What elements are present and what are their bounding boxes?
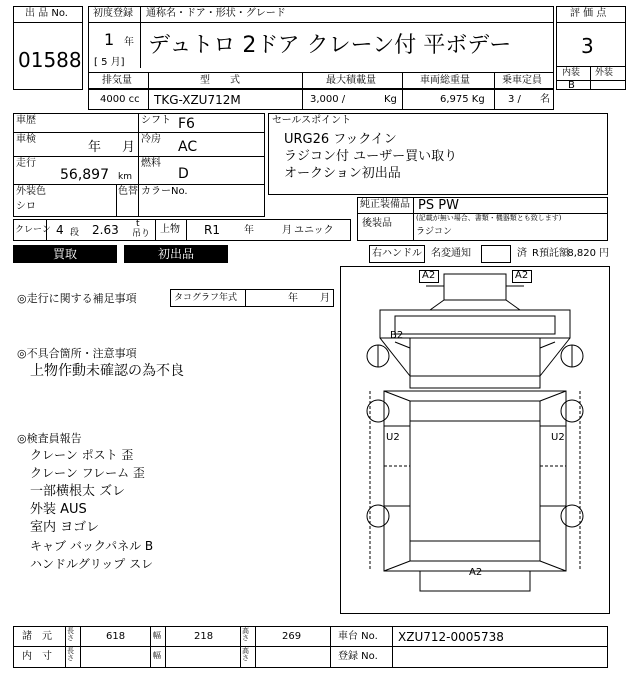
genuine-label: 純正装備品 bbox=[360, 199, 410, 210]
chassis-value: XZU712-0005738 bbox=[398, 630, 504, 644]
genuine-value: PS PW bbox=[418, 198, 459, 213]
upper-year-unit: 年 bbox=[244, 225, 254, 236]
tacho-year: 年 bbox=[288, 293, 298, 304]
u2-left-label: U2 bbox=[386, 432, 400, 443]
name-change-box bbox=[481, 245, 511, 263]
u2-right-label: U2 bbox=[551, 432, 565, 443]
tacho-label: タコグラフ年式 bbox=[174, 293, 238, 303]
dims-label: 諸 元 bbox=[22, 631, 52, 642]
interior-label: 内装 bbox=[562, 68, 581, 78]
reg-year-unit: 年 bbox=[124, 37, 134, 48]
aftermarket-note: (記載が無い場合、書類・機器類とも致します) bbox=[416, 214, 562, 222]
inspector-line: クレーン ポスト 歪 bbox=[30, 448, 134, 462]
inner-label: 内 寸 bbox=[22, 651, 52, 662]
fuel-label: 燃料 bbox=[141, 158, 161, 169]
length-value: 618 bbox=[106, 631, 126, 642]
inner-height-label: 高さ bbox=[242, 647, 249, 662]
crane-stage-unit: 段 bbox=[70, 228, 80, 238]
gross-weight-label: 車両総重量 bbox=[420, 75, 470, 86]
max-load-value: 3,000 / bbox=[310, 94, 346, 105]
exterior-label: 外装 bbox=[595, 68, 614, 78]
defect-line: 上物作動未確認の為不良 bbox=[30, 363, 184, 379]
height-label: 高さ bbox=[242, 627, 249, 642]
displacement-value: 4000 cc bbox=[100, 94, 140, 105]
crane-label: クレーン bbox=[15, 225, 51, 235]
exterior-color-value: シロ bbox=[16, 201, 36, 212]
color-change-label: 色替 bbox=[118, 186, 138, 197]
inspector-line: 一部横根太 ズレ bbox=[30, 484, 126, 499]
name-label: 通称名・ドア・形状・グレード bbox=[146, 8, 286, 19]
a2-top-right-label: A2 bbox=[515, 270, 529, 281]
upper-year: R1 bbox=[204, 223, 220, 237]
capacity-value: 3 / bbox=[508, 94, 521, 105]
inspection-label: 車検 bbox=[16, 134, 36, 145]
fuel-value: D bbox=[178, 166, 189, 182]
length-label: 長さ bbox=[67, 627, 74, 642]
model-code: TKG-XZU712M bbox=[154, 93, 241, 107]
rtax-amount: 8,820 bbox=[567, 248, 596, 259]
rtax-unit: 円 bbox=[599, 248, 609, 259]
inspector-title: ◎検査員報告 bbox=[17, 432, 82, 445]
lot-number: 01588 bbox=[18, 48, 82, 72]
first-listing-badge: 初出品 bbox=[124, 245, 228, 263]
truck-diagram bbox=[340, 266, 610, 614]
history-label: 車歴 bbox=[16, 115, 36, 126]
crane-hook-unit: 吊り bbox=[132, 229, 151, 239]
height-value: 269 bbox=[282, 631, 302, 642]
purchase-badge: 買取 bbox=[13, 245, 117, 263]
score-value: 3 bbox=[581, 34, 594, 58]
max-load-label: 最大積載量 bbox=[326, 75, 376, 86]
b2-label: B2 bbox=[390, 330, 404, 341]
width-value: 218 bbox=[194, 631, 214, 642]
inner-length-label: 長さ bbox=[67, 647, 74, 662]
inspector-line: キャブ バックパネル B bbox=[30, 539, 154, 553]
crane-tons: 2.63 bbox=[92, 223, 119, 237]
model-name: デュトロ 2ドア クレーン付 平ボデー bbox=[148, 33, 512, 58]
shift-label: シフト bbox=[141, 115, 171, 126]
inspector-line: 外装 AUS bbox=[30, 502, 87, 517]
defect-title: ◎不具合箇所・注意事項 bbox=[17, 347, 137, 360]
displacement-label: 排気量 bbox=[102, 75, 132, 86]
max-load-unit: Kg bbox=[384, 94, 397, 105]
sales-point-title: セールスポイント bbox=[272, 115, 352, 126]
chassis-label: 車台 No. bbox=[338, 631, 378, 642]
inspection-year: 年 bbox=[88, 140, 102, 155]
capacity-label: 乗車定員 bbox=[502, 75, 542, 86]
details-table bbox=[13, 113, 265, 217]
aircon-label: 冷房 bbox=[141, 134, 161, 145]
aftermarket-label: 後装品 bbox=[362, 218, 392, 229]
sales-point-line: URG26 フックイン bbox=[284, 132, 397, 147]
lot-label: 出 品 No. bbox=[25, 8, 68, 19]
upper-label: 上物 bbox=[160, 224, 180, 235]
rtax-label: R預託額 bbox=[532, 248, 569, 259]
steering-value: 右ハンドル bbox=[372, 248, 422, 259]
gross-weight-value: 6,975 Kg bbox=[440, 94, 485, 105]
driving-title: ◎走行に関する補足事項 bbox=[17, 292, 137, 305]
a2-bottom-label: A2 bbox=[469, 567, 483, 578]
a2-top-left-label: A2 bbox=[422, 270, 436, 281]
inspector-line: ハンドルグリップ スレ bbox=[30, 557, 154, 571]
width-label: 幅 bbox=[153, 631, 161, 640]
sales-point-line: オークション初出品 bbox=[284, 166, 401, 181]
model-label: 型 式 bbox=[200, 75, 240, 86]
color-number-label: カラーNo. bbox=[141, 186, 188, 197]
interior-grade: B bbox=[568, 80, 575, 91]
reg-year: 1 bbox=[104, 30, 115, 49]
inspector-line: 室内 ヨゴレ bbox=[30, 520, 100, 535]
aircon-value: AC bbox=[178, 139, 198, 155]
sales-point-line: ラジコン付 ユーザー買い取り bbox=[284, 149, 458, 164]
footer-table bbox=[13, 626, 608, 668]
upper-month-unit: 月 bbox=[282, 225, 292, 236]
crane-stages: 4 bbox=[56, 223, 64, 237]
reg-no-label: 登録 No. bbox=[338, 651, 378, 662]
first-reg-label: 初度登録 bbox=[93, 8, 133, 19]
crane-ton-unit: t bbox=[136, 219, 140, 229]
exterior-color-label: 外装色 bbox=[16, 186, 46, 197]
tacho-month: 月 bbox=[320, 293, 330, 304]
score-label: 評 価 点 bbox=[570, 8, 607, 19]
shift-value: F6 bbox=[178, 116, 195, 132]
inner-width-label: 幅 bbox=[153, 651, 161, 660]
reg-month: [ 5 月] bbox=[94, 57, 125, 68]
inspection-month: 月 bbox=[122, 140, 136, 155]
inspector-line: クレーン フレーム 歪 bbox=[30, 466, 145, 480]
name-change-label: 名変通知 bbox=[431, 248, 471, 259]
mileage-value: 56,897 bbox=[60, 167, 109, 183]
tax-label: 済 bbox=[517, 248, 527, 259]
aftermarket-value: ラジコン bbox=[416, 227, 453, 237]
mileage-unit: km bbox=[118, 172, 132, 182]
upper-maker: ユニック bbox=[294, 225, 334, 236]
capacity-unit: 名 bbox=[540, 94, 550, 105]
mileage-label: 走行 bbox=[16, 158, 36, 169]
